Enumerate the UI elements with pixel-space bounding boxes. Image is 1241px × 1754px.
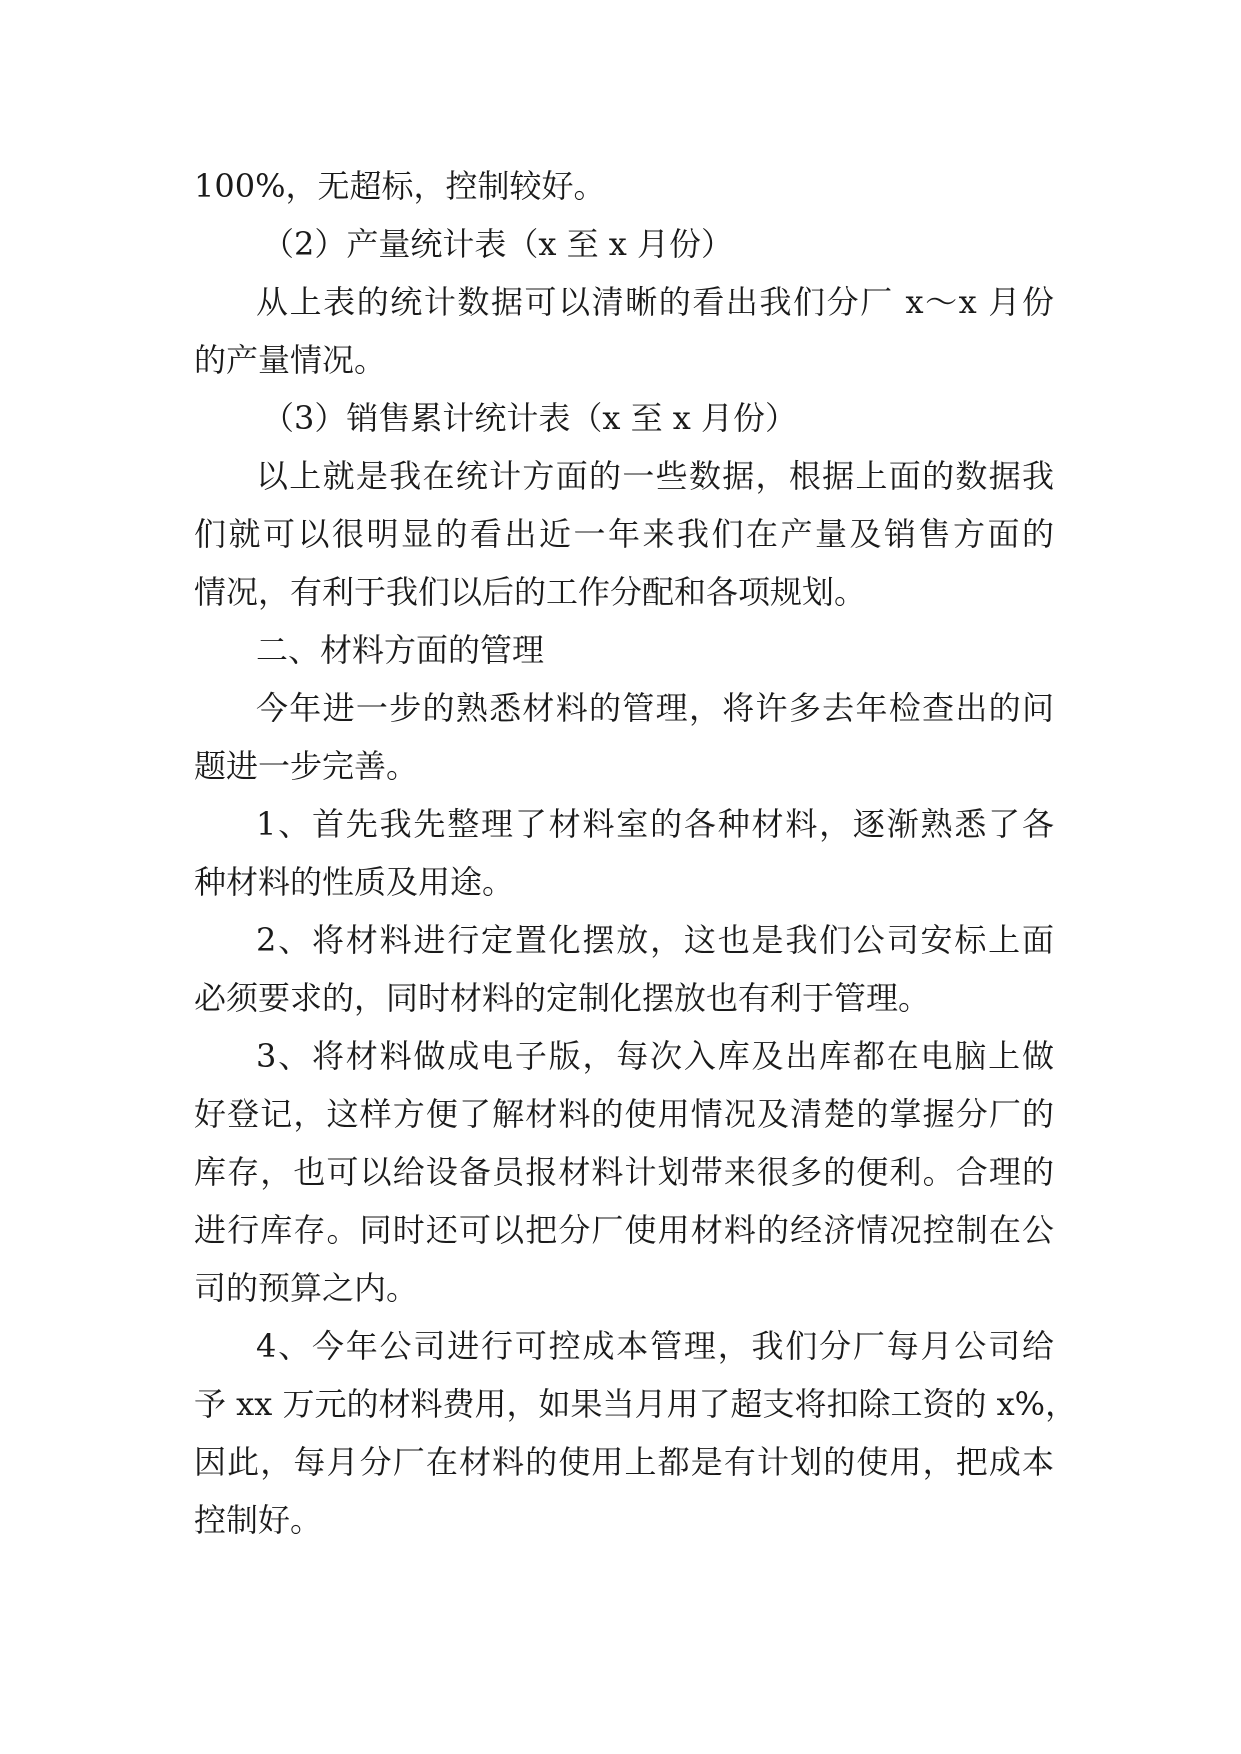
- list-item-line: 予 xx 万元的材料费用，如果当月用了超支将扣除工资的 x%，: [194, 1385, 1078, 1423]
- paragraph-line: 今年进一步的熟悉材料的管理，将许多去年检查出的问: [256, 689, 1054, 727]
- list-item-line: 1、首先我先整理了材料室的各种材料，逐渐熟悉了各: [256, 805, 1054, 843]
- list-item-line: 进行库存。同时还可以把分厂使用材料的经济情况控制在公: [194, 1211, 1054, 1249]
- list-item-line: 因此，每月分厂在材料的使用上都是有计划的使用，把成本: [194, 1443, 1054, 1481]
- list-item-line: 3、将材料做成电子版，每次入库及出库都在电脑上做: [256, 1037, 1054, 1075]
- list-item-line: 种材料的性质及用途。: [194, 863, 515, 901]
- paragraph-line: 情况，有利于我们以后的工作分配和各项规划。: [194, 573, 867, 611]
- paragraph-line: 以上就是我在统计方面的一些数据，根据上面的数据我: [256, 457, 1054, 495]
- paragraph-line: 们就可以很明显的看出近一年来我们在产量及销售方面的: [194, 515, 1054, 553]
- paragraph-line: 的产量情况。: [194, 341, 387, 379]
- list-item-line: 司的预算之内。: [194, 1269, 419, 1307]
- list-item-line: 必须要求的，同时材料的定制化摆放也有利于管理。: [194, 979, 931, 1017]
- section-heading: 二、材料方面的管理: [256, 631, 545, 669]
- list-item-line: 2、将材料进行定置化摆放，这也是我们公司安标上面: [256, 921, 1054, 959]
- list-item-line: 库存，也可以给设备员报材料计划带来很多的便利。合理的: [194, 1153, 1054, 1191]
- paragraph-line: 题进一步完善。: [194, 747, 419, 785]
- list-item-line: 好登记，这样方便了解材料的使用情况及清楚的掌握分厂的: [194, 1095, 1054, 1133]
- subheading: （3）销售累计统计表（x 至 x 月份）: [262, 399, 797, 437]
- paragraph-line: 从上表的统计数据可以清晰的看出我们分厂 x～x 月份: [256, 283, 1054, 321]
- subheading: （2）产量统计表（x 至 x 月份）: [262, 225, 733, 263]
- list-item-line: 控制好。: [194, 1501, 323, 1539]
- text-line: 100%，无超标，控制较好。: [194, 167, 606, 205]
- list-item-line: 4、今年公司进行可控成本管理，我们分厂每月公司给: [256, 1327, 1054, 1365]
